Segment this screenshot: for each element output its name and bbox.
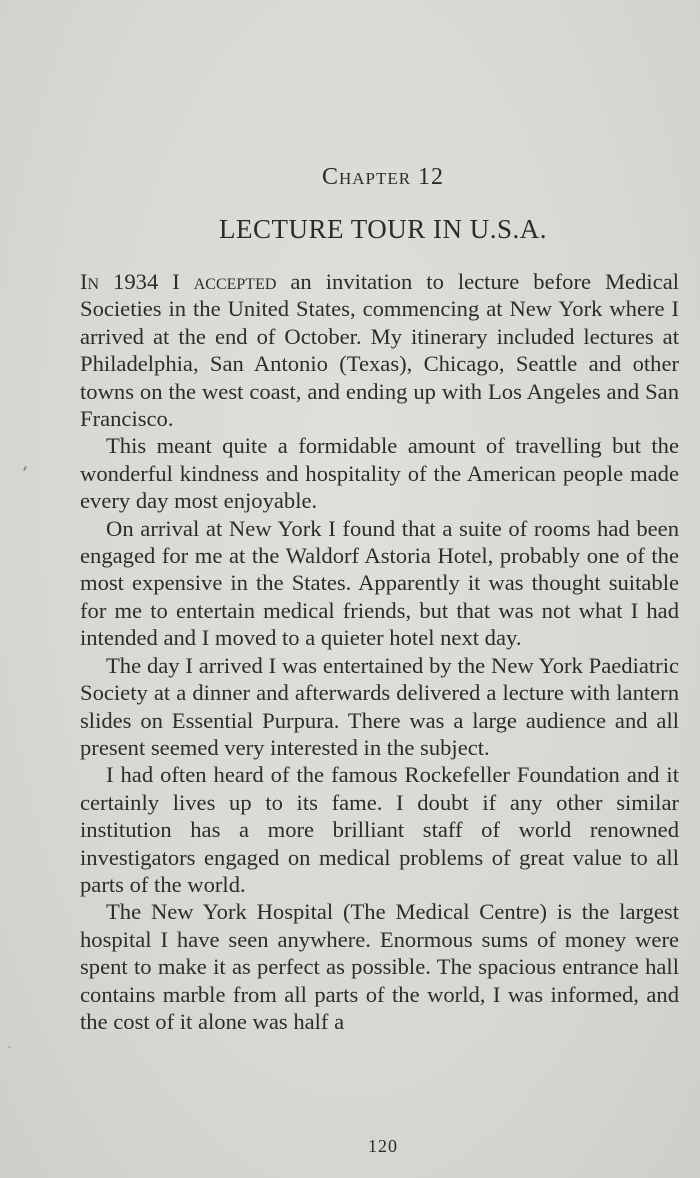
paragraph-6: The New York Hospital (The Medical Centre) is the largest hospital I have seen anywhere. Enormous sums of money were spent to make it as perfect as possible. The spacious entrance hall contains marble from all parts of the world, I was informed, and the cost of it alone was half a [80,899,679,1034]
paragraph-1-text: an invitation to lecture before Medical Societies in the United States, commencing at New York where I arrived at the end of October. My itinerary included lectures at Philadelphia, San Antonio (Texas), Chicago, Seattle and other towns on the west coast, and ending up with Los Angeles and San Francisco. [80,269,679,432]
body-text [80,268,679,1035]
page-number: 120 [368,1136,398,1156]
paragraph-3: On arrival at New York I found that a suite of rooms had been engaged for me at the Waldorf Astoria Hotel, probably one of the most expensive in the States. Apparently it was thought suitable for me to entertain medical friends, but that was not what I had intended and I moved to a quieter hotel next day. [80,515,679,651]
chapter-title: LECTURE TOUR IN U.S.A. [218,214,547,244]
paragraph-5: I had often heard of the famous Rockefeller Foundation and it certainly lives up to its fame. I doubt if any other similar institution has a more brilliant staff of world renowned investigators engaged on medical problems of great value to all parts of the world. [80,762,679,897]
paragraph-2: This meant quite a formidable amount of travelling but the wonderful kindness and hospitality of the American people made every day most enjoyable. [80,433,679,514]
paragraph-1 [80,268,679,432]
paragraph-4: The day I arrived I was entertained by the New York Paediatric Society at a dinner and afterwards delivered a lecture with lantern slides on Essential Purpura. There was a large audience and all present seemed very interested in the subject. [80,652,679,760]
paragraph-lead-in: In 1934 I accepted [80,269,277,294]
paper-speck [23,466,27,471]
paper-speck [8,1046,11,1048]
chapter-label: Chapter 12 [321,164,445,190]
